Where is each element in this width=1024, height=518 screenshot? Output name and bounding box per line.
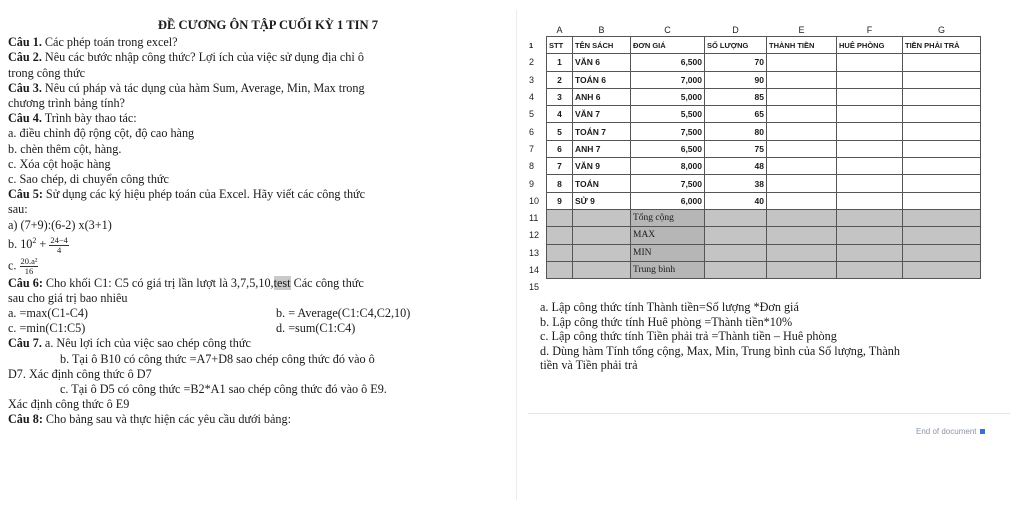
column-letter: E — [798, 25, 805, 35]
row-number: 9 — [529, 178, 535, 189]
cell-unit-price: 5,000 — [631, 88, 705, 105]
question-3: Câu 3. Nêu cú pháp và tác dụng của hàm Sum, Average, Min, Max trong — [8, 80, 365, 95]
highlighted-text: test — [273, 275, 291, 290]
cell-empty — [767, 279, 837, 296]
question-5-cont: sau: — [8, 202, 28, 217]
cell-empty — [767, 106, 837, 123]
question-5-c: c. $\frac{\text{20.a²}}{16}$ — [8, 255, 38, 276]
cell-unit-price: 7,500 — [631, 123, 705, 140]
row-number: 3 — [529, 74, 535, 85]
header-cell: TÊN SÁCH — [573, 37, 631, 54]
cell-empty — [705, 209, 767, 226]
row-number: 2 — [529, 57, 535, 68]
table-row — [528, 175, 981, 192]
cell-empty — [903, 244, 981, 261]
cell-empty — [573, 261, 631, 278]
cell-empty — [547, 209, 573, 226]
question-7: Câu 7. a. Nêu lợi ích của việc sao chép công thức — [8, 336, 251, 351]
cell-quantity: 90 — [705, 71, 767, 88]
column-letter: A — [556, 25, 563, 35]
corner-cell — [528, 24, 547, 37]
cell-empty — [903, 158, 981, 175]
cell-empty — [903, 123, 981, 140]
cell-quantity: 65 — [705, 106, 767, 123]
question-4-item: c. Sao chép, di chuyển công thức — [8, 172, 169, 187]
summary-label: MAX — [631, 227, 705, 244]
question-4-item: c. Xóa cột hoặc hàng — [8, 156, 111, 171]
cell-unit-price: 6,500 — [631, 140, 705, 157]
summary-row — [528, 244, 981, 261]
requirement-b: b. Lập công thức tính Huê phòng =Thành tiền*10% — [540, 314, 793, 329]
cell-stt: 6 — [547, 140, 573, 157]
cell-unit-price: 7,500 — [631, 175, 705, 192]
cell-stt: 4 — [547, 106, 573, 123]
column-letter: F — [866, 25, 873, 35]
question-6: Câu 6: Cho khối C1: C5 có giá trị lần lượt là 3,7,5,10,test Các công thức — [8, 275, 364, 290]
end-marker-icon — [980, 429, 985, 434]
question-2: Câu 2. Nêu các bước nhập công thức? Lợi ích của việc sử dụng địa chỉ ô — [8, 50, 364, 65]
cell-empty — [903, 227, 981, 244]
question-7-b-cont: D7. Xác định công thức ô D7 — [8, 366, 152, 381]
cell-empty — [837, 192, 903, 209]
fraction: $\frac{24-4}{4}$ — [50, 234, 68, 255]
cell-empty — [767, 227, 837, 244]
cell-empty — [547, 227, 573, 244]
row-number: 15 — [529, 282, 540, 293]
question-3-cont: chương trình bảng tính? — [8, 96, 125, 111]
table-row — [528, 88, 981, 105]
cell-empty — [547, 279, 573, 296]
question-4-item: a. điều chỉnh độ rộng cột, độ cao hàng — [8, 126, 195, 141]
cell-empty — [767, 88, 837, 105]
header-cell: SỐ LƯỢNG — [705, 37, 767, 54]
row-number: 6 — [529, 126, 535, 137]
table-row — [528, 106, 981, 123]
cell-empty — [767, 175, 837, 192]
cell-empty — [903, 209, 981, 226]
summary-label: Tổng cộng — [631, 209, 705, 226]
cell-empty — [837, 175, 903, 192]
cell-empty — [837, 54, 903, 71]
cell-quantity: 85 — [705, 88, 767, 105]
cell-empty — [573, 227, 631, 244]
cell-empty — [705, 244, 767, 261]
cell-empty — [837, 244, 903, 261]
cell-empty — [837, 261, 903, 278]
cell-empty — [767, 123, 837, 140]
question-6-options: a. =max(C1-C4) b. = Average(C1:C4,C2,10) — [8, 306, 411, 321]
spreadsheet-table — [528, 24, 981, 295]
header-cell: HUÊ PHÒNG — [837, 37, 903, 54]
cell-empty — [903, 279, 981, 296]
cell-book-name: VĂN 6 — [573, 54, 631, 71]
cell-empty — [767, 261, 837, 278]
summary-row — [528, 227, 981, 244]
cell-unit-price: 6,000 — [631, 192, 705, 209]
requirements — [540, 300, 1010, 373]
header-row — [528, 37, 981, 54]
question-2-cont: trong công thức — [8, 65, 86, 80]
cell-quantity: 48 — [705, 158, 767, 175]
summary-row — [528, 261, 981, 278]
cell-book-name: TOÁN 6 — [573, 71, 631, 88]
cell-empty — [837, 227, 903, 244]
question-5: Câu 5: Sử dụng các ký hiệu phép toán của Excel. Hãy viết các công thức — [8, 187, 366, 202]
cell-book-name: ANH 6 — [573, 88, 631, 105]
question-4-item: b. chèn thêm cột, hàng. — [8, 141, 122, 156]
cell-empty — [767, 192, 837, 209]
header-cell: THÀNH TIỀN — [767, 37, 837, 54]
cell-quantity: 75 — [705, 140, 767, 157]
requirement-a: a. Lập công thức tính Thành tiền=Số lượng *Đơn giá — [540, 300, 799, 314]
cell-empty — [837, 71, 903, 88]
question-5-a: a) (7+9):(6-2) x(3+1) — [8, 217, 112, 232]
cell-unit-price: 7,000 — [631, 71, 705, 88]
row-number: 13 — [529, 247, 540, 258]
column-letter: C — [664, 25, 671, 35]
cell-unit-price: 6,500 — [631, 54, 705, 71]
row-number: 8 — [529, 161, 535, 172]
question-7-c: c. Tại ô D5 có công thức =B2*A1 sao chép công thức đó vào ô E9. — [60, 382, 387, 397]
cell-empty — [767, 244, 837, 261]
cell-empty — [837, 88, 903, 105]
cell-book-name: VĂN 7 — [573, 106, 631, 123]
table-row — [528, 54, 981, 71]
table-row — [528, 279, 981, 296]
cell-empty — [837, 140, 903, 157]
summary-label: MIN — [631, 244, 705, 261]
cell-stt: 2 — [547, 71, 573, 88]
cell-stt: 7 — [547, 158, 573, 175]
cell-book-name: TOÁN 7 — [573, 123, 631, 140]
cell-empty — [767, 71, 837, 88]
summary-label: Trung bình — [631, 261, 705, 278]
requirement-c: c. Lập công thức tính Tiền phải trả =Thành tiền – Huê phòng — [540, 329, 837, 344]
row-number: 5 — [529, 109, 535, 120]
question-4: Câu 4. Trình bày thao tác: — [8, 111, 137, 126]
table-row — [528, 158, 981, 175]
row-number: 4 — [529, 92, 535, 103]
document-body — [8, 18, 528, 428]
cell-empty — [903, 140, 981, 157]
table-row — [528, 192, 981, 209]
cell-stt: 8 — [547, 175, 573, 192]
cell-quantity: 38 — [705, 175, 767, 192]
cell-empty — [903, 54, 981, 71]
header-cell: TIỀN PHẢI TRẢ — [903, 37, 981, 54]
cell-empty — [767, 54, 837, 71]
question-1: Câu 1. Các phép toán trong excel? — [8, 35, 178, 50]
column-divider — [516, 10, 517, 500]
row-number: 12 — [529, 230, 540, 241]
cell-empty — [837, 123, 903, 140]
cell-empty — [573, 244, 631, 261]
cell-stt: 9 — [547, 192, 573, 209]
column-letter: D — [732, 25, 739, 35]
table-row — [528, 71, 981, 88]
cell-empty — [837, 158, 903, 175]
cell-empty — [837, 209, 903, 226]
cell-book-name: SỬ 9 — [573, 192, 631, 209]
cell-empty — [903, 175, 981, 192]
cell-empty — [631, 279, 705, 296]
header-cell: STT — [547, 37, 573, 54]
cell-stt: 1 — [547, 54, 573, 71]
cell-empty — [767, 140, 837, 157]
cell-quantity: 80 — [705, 123, 767, 140]
cell-empty — [705, 227, 767, 244]
question-7-c-cont: Xác định công thức ô E9 — [8, 397, 130, 412]
cell-empty — [903, 261, 981, 278]
cell-quantity: 40 — [705, 192, 767, 209]
cell-empty — [573, 279, 631, 296]
cell-stt: 5 — [547, 123, 573, 140]
row-number: 1 — [529, 40, 534, 50]
cell-empty — [837, 106, 903, 123]
cell-empty — [837, 279, 903, 296]
cell-empty — [903, 71, 981, 88]
requirement-d: d. Dùng hàm Tính tổng cộng, Max, Min, Trung bình của Số lượng, Thành — [540, 343, 900, 358]
column-header-row — [528, 24, 981, 37]
cell-empty — [903, 88, 981, 105]
end-rule — [528, 413, 1010, 414]
question-7-b: b. Tại ô B10 có công thức =A7+D8 sao chép công thức đó vào ô — [60, 351, 375, 366]
row-number: 14 — [529, 265, 540, 275]
cell-empty — [767, 158, 837, 175]
row-number: 10 — [529, 195, 540, 206]
cell-empty — [705, 261, 767, 278]
cell-unit-price: 8,000 — [631, 158, 705, 175]
row-number: 7 — [529, 143, 535, 154]
requirement-d-cont: tiền và Tiền phải trả — [540, 358, 638, 373]
cell-quantity: 70 — [705, 54, 767, 71]
summary-row — [528, 209, 981, 226]
column-letter: G — [937, 25, 945, 35]
fraction: $\frac{\text{20.a²}}{16}$ — [20, 255, 38, 276]
cell-stt: 3 — [547, 88, 573, 105]
row-number: 11 — [529, 213, 539, 224]
question-5-b: b. $10^2$ + $\frac{24-4}{4}$ — [8, 234, 68, 255]
cell-book-name: TOÁN — [573, 175, 631, 192]
column-letter: B — [598, 25, 605, 35]
cell-empty — [705, 279, 767, 296]
cell-empty — [547, 244, 573, 261]
header-cell: ĐƠN GIÁ — [631, 37, 705, 54]
table-row — [528, 140, 981, 157]
cell-empty — [573, 209, 631, 226]
question-6-options: c. =min(C1:C5) d. =sum(C1:C4) — [8, 321, 356, 336]
cell-empty — [547, 261, 573, 278]
end-of-document: End of document — [916, 427, 985, 436]
cell-book-name: ANH 7 — [573, 140, 631, 157]
cell-empty — [767, 209, 837, 226]
table-row — [528, 123, 981, 140]
question-8: Câu 8: Cho bảng sau và thực hiện các yêu cầu dưới bảng: — [8, 412, 291, 427]
cell-empty — [903, 192, 981, 209]
question-6-cont: sau cho giá trị bao nhiêu — [8, 290, 128, 305]
cell-book-name: VĂN 9 — [573, 158, 631, 175]
cell-unit-price: 5,500 — [631, 106, 705, 123]
page-title: ĐỀ CƯƠNG ÔN TẬP CUỐI KỲ 1 TIN 7 — [157, 18, 379, 32]
cell-empty — [903, 106, 981, 123]
